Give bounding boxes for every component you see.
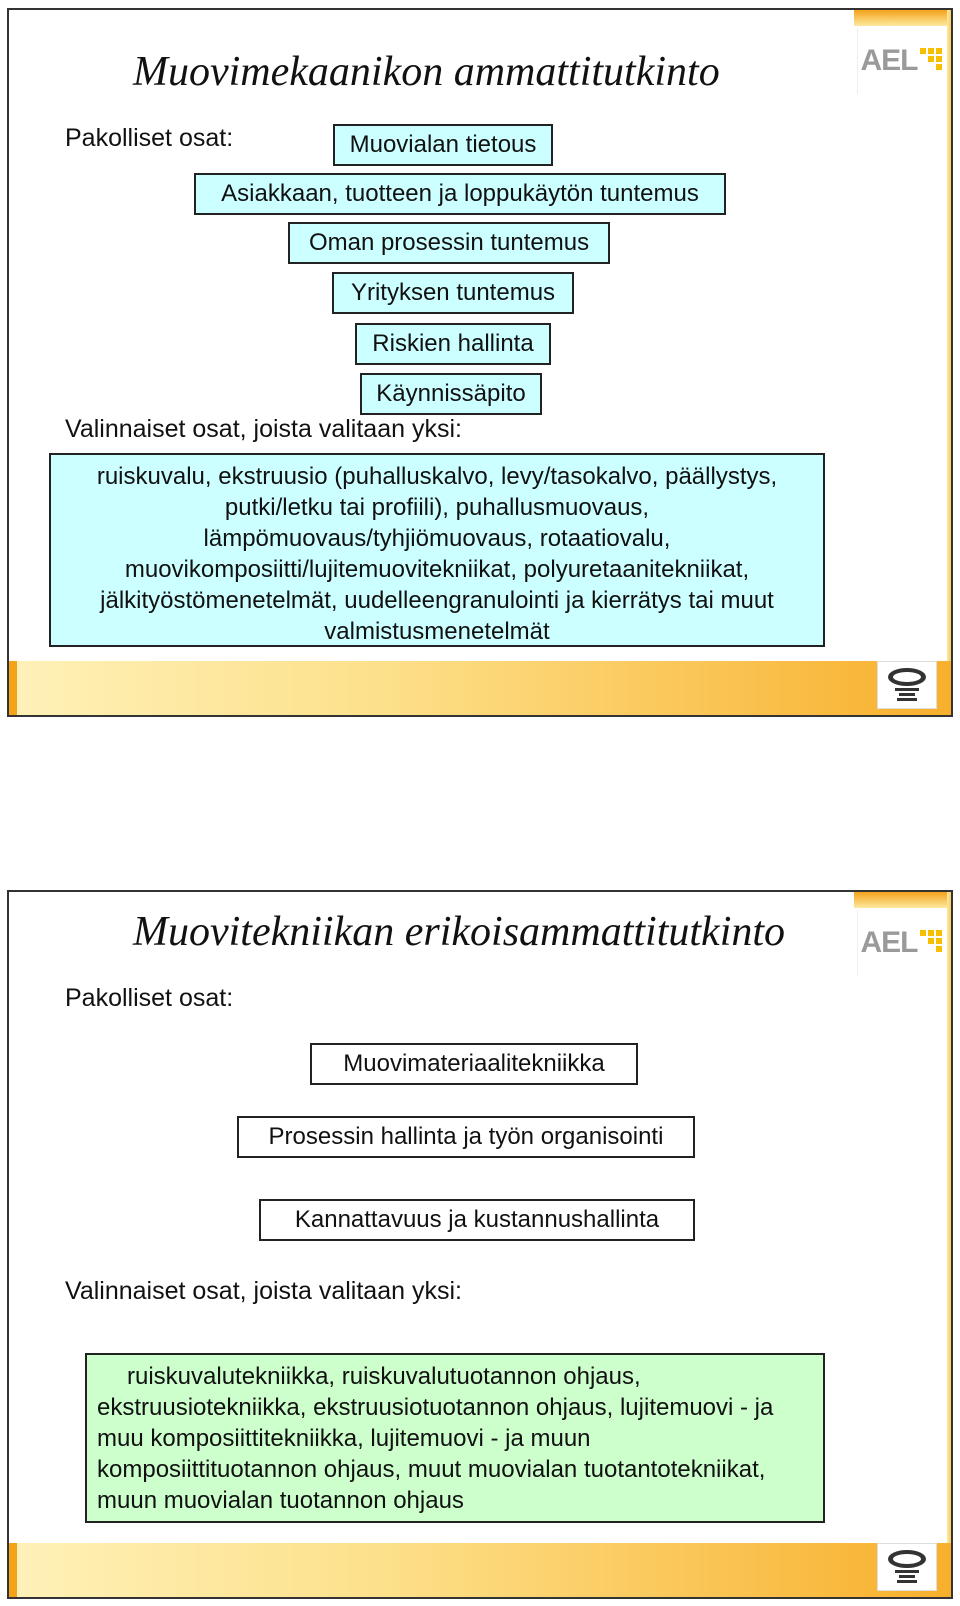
mandatory-item: Käynnissäpito bbox=[360, 373, 542, 415]
mandatory-label: Pakolliset osat: bbox=[65, 124, 234, 152]
accent-bar-left bbox=[9, 661, 17, 715]
accent-bar-left bbox=[9, 1543, 17, 1597]
emblem-icon bbox=[877, 661, 937, 709]
slide-1 bbox=[7, 8, 953, 717]
ael-logo-squares-icon bbox=[920, 930, 942, 952]
ael-logo: AEL bbox=[857, 28, 944, 94]
optional-line: muovikomposiitti/lujitemuovitekniikat, polyuretaanitekniikat, bbox=[124, 556, 750, 583]
slide-title: Muovimekaanikon ammattitutkinto bbox=[133, 49, 720, 95]
slide-title: Muovitekniikan erikoisammattitutkinto bbox=[133, 909, 786, 955]
optional-line: komposiittituotannon ohjaus, muut muovialan tuotantotekniikat, bbox=[97, 1456, 766, 1483]
ael-logo: AEL bbox=[857, 910, 944, 976]
optional-line: lämpömuovaus/tyhjiömuovaus, rotaatiovalu, bbox=[203, 525, 671, 552]
optional-line: ekstruusiotekniikka, ekstruusiotuotannon ohjaus, lujitemuovi - ja bbox=[97, 1394, 774, 1421]
mandatory-item: Asiakkaan, tuotteen ja loppukäytön tuntemus bbox=[194, 173, 726, 215]
accent-bar-bottom bbox=[9, 1543, 951, 1597]
mandatory-item: Yrityksen tuntemus bbox=[332, 272, 574, 314]
mandatory-item: Kannattavuus ja kustannushallinta bbox=[259, 1199, 695, 1241]
accent-bar-right bbox=[947, 10, 953, 715]
mandatory-item: Riskien hallinta bbox=[355, 323, 551, 365]
emblem-graphic-icon bbox=[885, 666, 929, 704]
optional-line: valmistusmenetelmät bbox=[324, 618, 550, 645]
optional-line: muun muovialan tuotannon ohjaus bbox=[97, 1487, 464, 1514]
mandatory-item: Prosessin hallinta ja työn organisointi bbox=[237, 1116, 695, 1158]
optional-line: muu komposiittitekniikka, lujitemuovi - ja muun bbox=[97, 1425, 591, 1452]
optional-label: Valinnaiset osat, joista valitaan yksi: bbox=[65, 415, 462, 443]
optional-label: Valinnaiset osat, joista valitaan yksi: bbox=[65, 1277, 462, 1305]
mandatory-item: Muovialan tietous bbox=[333, 124, 553, 166]
mandatory-item: Muovimateriaalitekniikka bbox=[310, 1043, 638, 1085]
accent-bar-top bbox=[854, 10, 953, 26]
accent-bar-top bbox=[854, 892, 953, 908]
accent-bar-bottom bbox=[9, 661, 951, 715]
accent-bar-right bbox=[947, 892, 953, 1597]
optional-box bbox=[85, 1353, 825, 1523]
optional-line: ruiskuvalu, ekstruusio (puhalluskalvo, levy/tasokalvo, päällystys, bbox=[96, 463, 778, 490]
optional-box bbox=[49, 453, 825, 647]
mandatory-item: Oman prosessin tuntemus bbox=[288, 222, 610, 264]
slide-2 bbox=[7, 890, 953, 1599]
mandatory-label: Pakolliset osat: bbox=[65, 984, 234, 1012]
optional-line: jälkityöstömenetelmät, uudelleengranulointi ja kierrätys tai muut bbox=[100, 587, 774, 614]
ael-logo-squares-icon bbox=[920, 48, 942, 70]
optional-line: putki/letku tai profiili), puhallusmuovaus, bbox=[224, 494, 650, 521]
optional-line: ruiskuvalutekniikka, ruiskuvalutuotannon ohjaus, bbox=[127, 1363, 641, 1390]
emblem-graphic-icon bbox=[885, 1548, 929, 1586]
emblem-icon bbox=[877, 1543, 937, 1591]
